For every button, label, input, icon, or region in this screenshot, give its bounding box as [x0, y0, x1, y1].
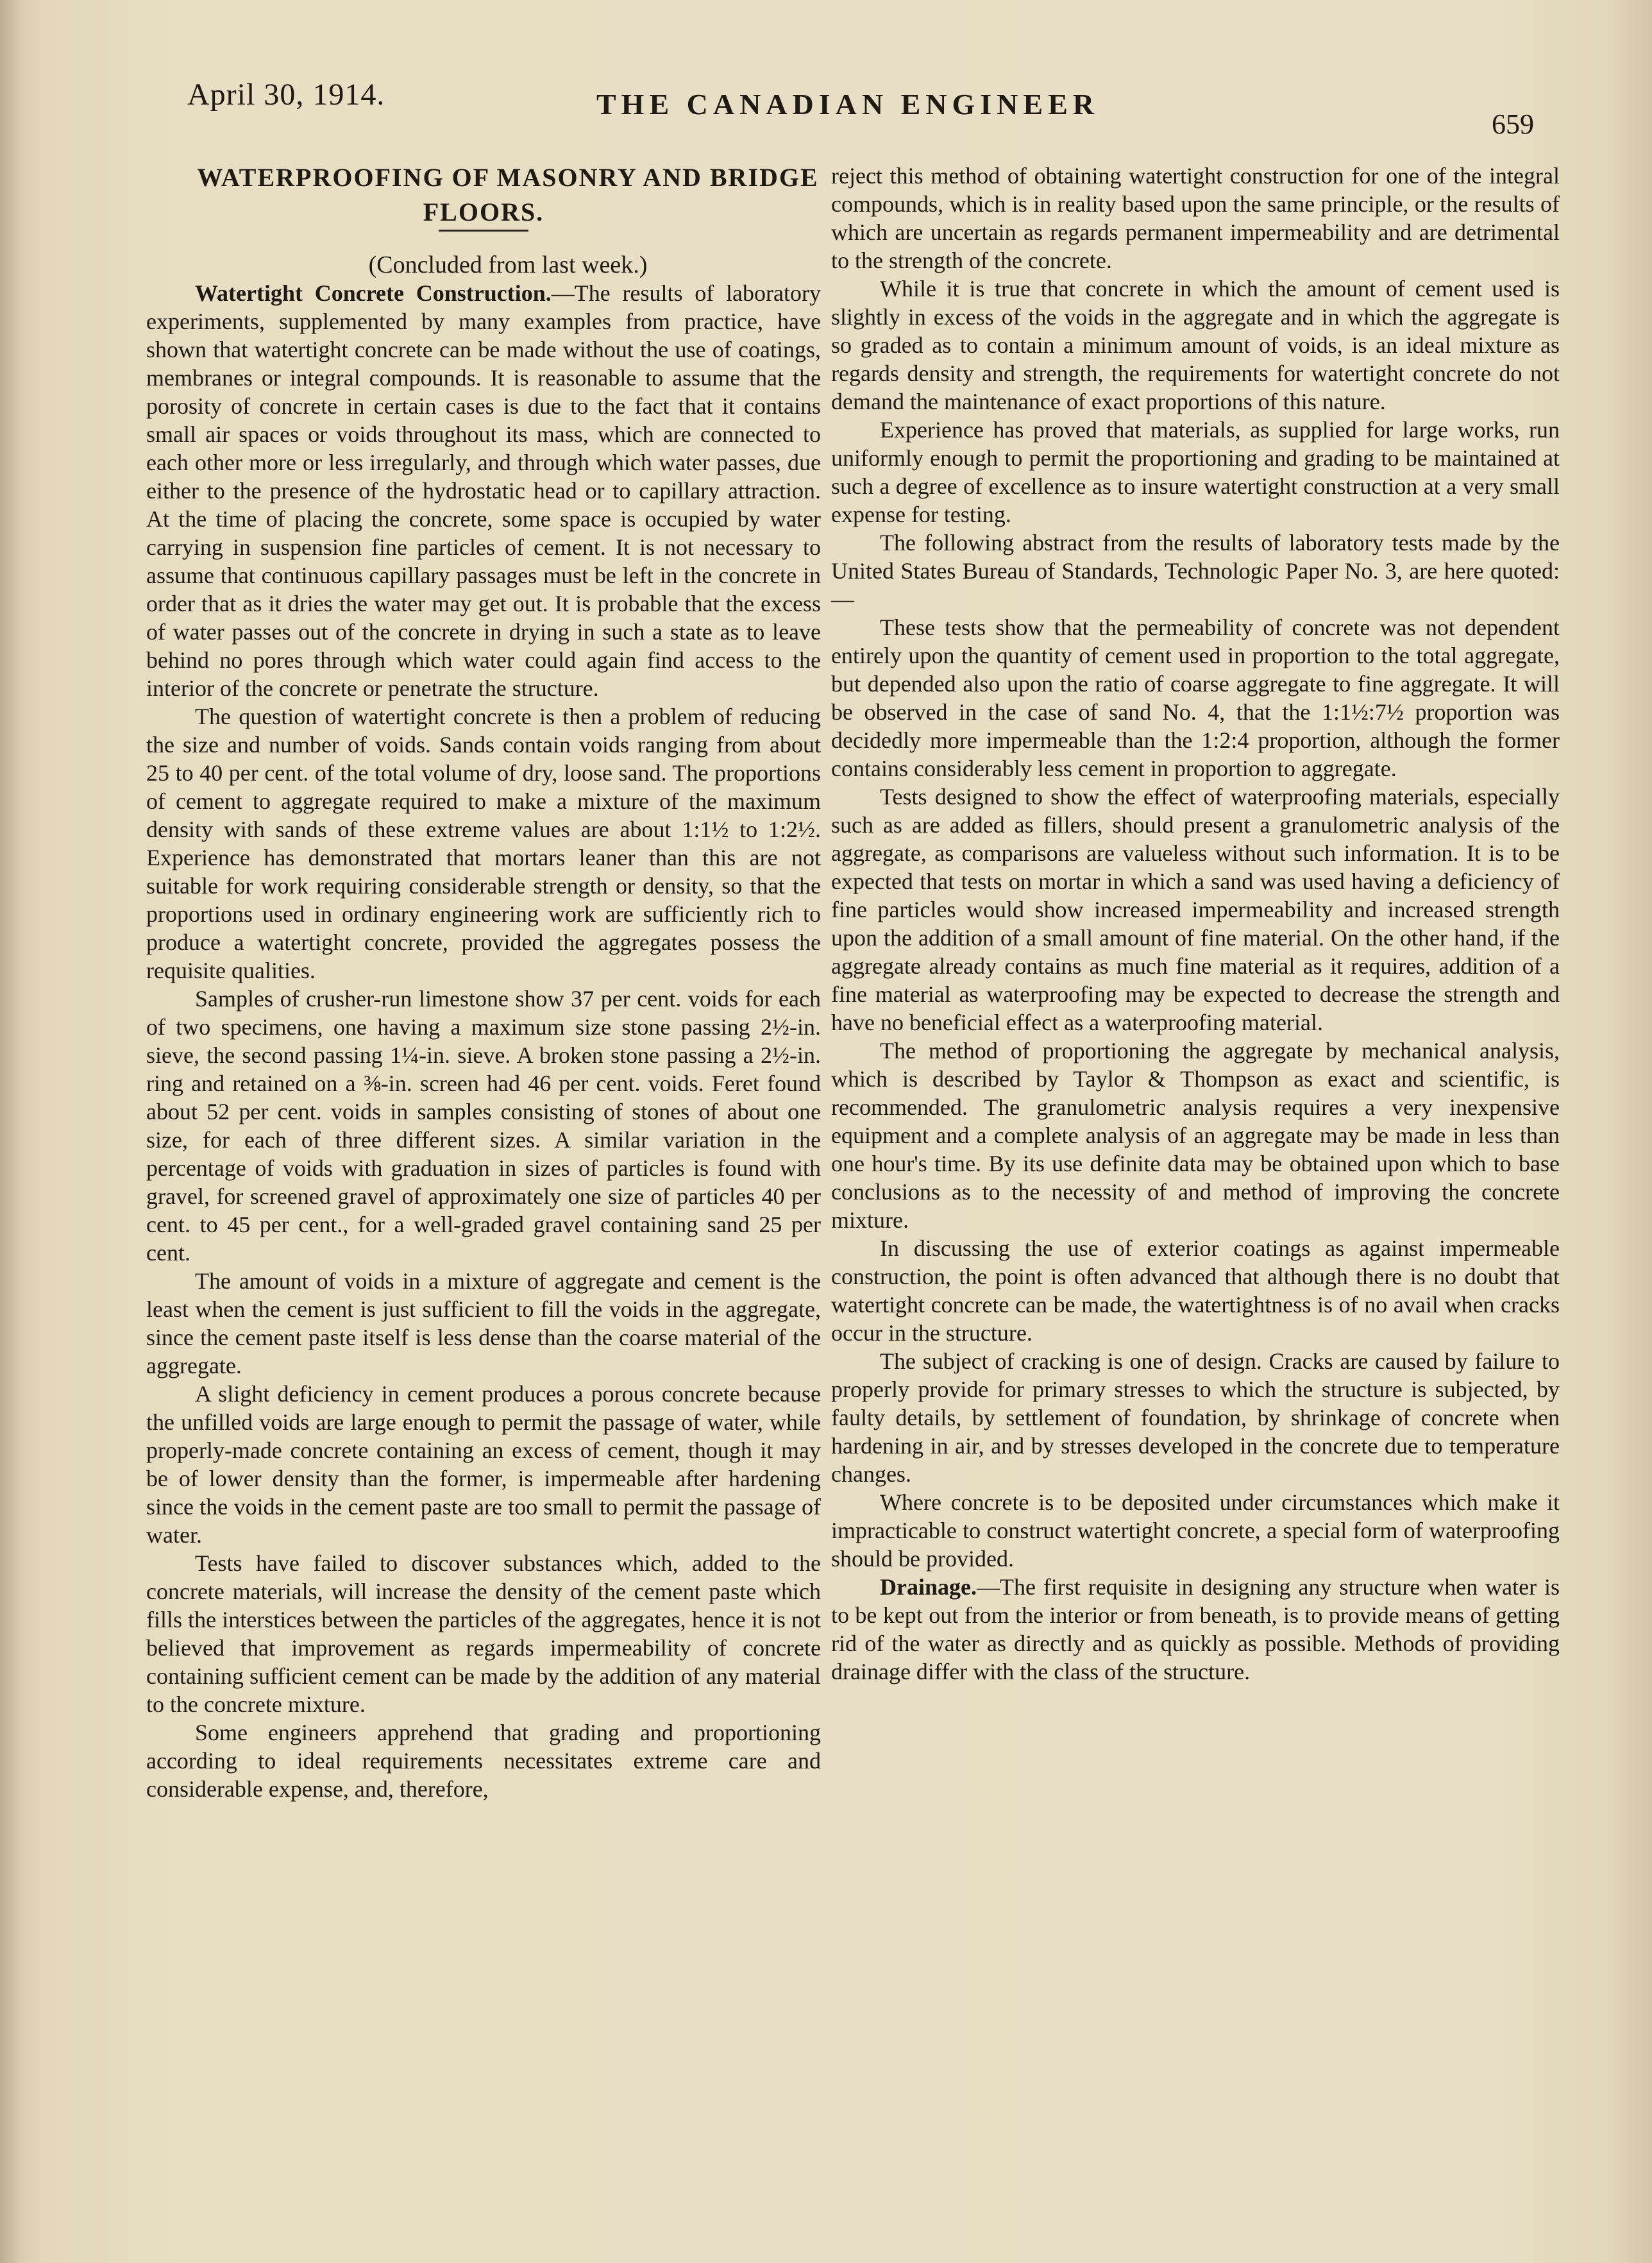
right-column	[831, 162, 1560, 1686]
right-paragraphs	[831, 162, 1560, 1686]
paragraph-text: —The first requisite in designing any structure when water is to be kept out from the interior or from beneath, is to provide means of getting rid of the water as directly and as quickly as possible. Methods of providing drainage differ with the class of the structure.	[831, 1574, 1560, 1684]
paragraph	[146, 279, 821, 702]
left-column	[146, 160, 821, 1803]
paragraph-text: These tests show that the permeability of concrete was not dependent entirely upon the quantity of cement used in proportion to the total aggregate, but depended also upon the ratio of coarse aggregate to fine aggregate. It will be observed in the case of sand No. 4, that the 1:1½:7½ proportion was decidedly more impermeable than the 1:2:4 proportion, although the former contains considerably less cement in proportion to aggregate.	[831, 614, 1560, 781]
paragraph-text: The question of watertight concrete is then a problem of reducing the size and number of voids. Sands contain voids ranging from about 25 to 40 per cent. of the total volume of dry, loose sand. The proportions of cement to aggregate required to make a mixture of the maximum density with sands of these extreme values are about 1:1½ to 1:2½. Experience has demonstrated that mortars leaner than this are not suitable for work requiring considerable strength or density, so that the proportions used in ordinary engineering work are sufficiently rich to produce a watertight concrete, provided the aggregates possess the requisite qualities.	[146, 704, 821, 983]
run-in-heading: Watertight Concrete Construction.	[195, 280, 552, 306]
paragraph-text: Tests have failed to discover substances which, added to the concrete materials, will increase the density of the cement paste which fills the interstices between the particles of the aggregates, hence it is not believed that improvement as regards impermeability of concrete containing sufficient cement can be made by the addition of any material to the concrete mixture.	[146, 1550, 821, 1717]
run-in-heading: Drainage.	[880, 1574, 977, 1600]
paragraph-text: While it is true that concrete in which the amount of cement used is slightly in excess of the voids in the aggregate and in which the aggregate is so graded as to contain a minimum amount of voids, is an ideal mixture as regards density and strength, the requirements for watertight concrete do not demand the maintenance of exact proportions of this nature.	[831, 276, 1560, 414]
paragraph-text: In discussing the use of exterior coatings as against impermeable construction, the point is often advanced that although there is no doubt that watertight concrete can be made, the watertightness is of no avail when cracks occur in the structure.	[831, 1235, 1560, 1346]
page-number: 659	[1492, 108, 1534, 140]
paragraph	[831, 1347, 1560, 1488]
paragraph	[831, 1488, 1560, 1573]
title-rule	[439, 230, 528, 232]
paragraph	[831, 529, 1560, 613]
paragraph	[831, 1234, 1560, 1347]
page-header	[0, 0, 1652, 148]
paragraph-text: The amount of voids in a mixture of aggregate and cement is the least when the cement is just sufficient to fill the voids in the aggregate, since the cement paste itself is less dense than the coarse material of the aggregate.	[146, 1268, 821, 1378]
paragraph-text: reject this method of obtaining watertight construction for one of the integral compounds, which is in reality based upon the same principle, or the results of which are uncertain as regards permanent impermeability and are detrimental to the strength of the concrete.	[831, 163, 1560, 273]
paragraph-text: The method of proportioning the aggregate by mechanical analysis, which is described by Taylor & Thompson as exact and scientific, is recommended. The granulometric analysis requires a very inexpensive equipment and a complete analysis of an aggregate may be made in less than one hour's time. By its use definite data may be obtained upon which to base conclusions as to the necessity of and method of improving the concrete mixture.	[831, 1038, 1560, 1233]
paragraph-text: Samples of crusher-run limestone show 37 per cent. voids for each of two specimens, one having a maximum size stone passing 2½-in. sieve, the second passing 1¼-in. sieve. A broken stone passing a 2½-in. ring and retained on a ⅜-in. screen had 46 per cent. voids. Feret found about 52 per cent. voids in samples consisting of stones of about one size, for each of three different sizes. A similar variation in the percentage of voids with graduation in sizes of particles is found with gravel, for screened gravel of approximately one size of particles 40 per cent. to 45 per cent., for a well-graded gravel containing sand 25 per cent.	[146, 986, 821, 1266]
paragraph-text: Experience has proved that materials, as supplied for large works, run uniformly enough to permit the proportioning and grading to be maintained at such a degree of excellence as to insure watertight construction at a very small expense for testing.	[831, 417, 1560, 527]
paragraph-text: Where concrete is to be deposited under circumstances which make it impracticable to construct watertight concrete, a special form of waterproofing should be provided.	[831, 1489, 1560, 1572]
paragraph	[831, 416, 1560, 529]
paragraph-text: The following abstract from the results of laboratory tests made by the United States Bureau of Standards, Technologic Paper No. 3, are here quoted:—	[831, 530, 1560, 612]
paragraph-text: Some engineers apprehend that grading and proportioning according to ideal requirements necessitates extreme care and considerable expense, and, therefore,	[146, 1720, 821, 1802]
paragraph	[146, 702, 821, 985]
journal-title: THE CANADIAN ENGINEER	[596, 88, 1099, 121]
paragraph	[146, 1718, 821, 1803]
paragraph	[831, 1573, 1560, 1686]
paragraph	[831, 162, 1560, 275]
left-paragraphs	[146, 279, 821, 1803]
issue-date: April 30, 1914.	[187, 78, 385, 112]
paragraph	[146, 1549, 821, 1718]
paragraph	[831, 613, 1560, 783]
paragraph	[831, 783, 1560, 1037]
paragraph-text: A slight deficiency in cement produces a porous concrete because the unfilled voids are large enough to permit the passage of water, while properly-made concrete containing an excess of cement, though it may be of lower density than the former, is impermeable after hardening since the voids in the cement paste are too small to permit the passage of water.	[146, 1381, 821, 1548]
paragraph	[146, 1267, 821, 1380]
paragraph	[146, 1380, 821, 1549]
paragraph	[146, 985, 821, 1267]
article-subtitle: (Concluded from last week.)	[368, 251, 648, 278]
paragraph-text: —The results of laboratory experiments, supplemented by many examples from practice, have shown that watertight concrete can be made without the use of coatings, membranes or integral compounds. It is reasonable to assume that the porosity of concrete in certain cases is due to the fact that it contains small air spaces or voids throughout its mass, which are connected to each other more or less irregularly, and through which water passes, due either to the presence of the hydrostatic head or to capillary attraction. At the time of placing the concrete, some space is occupied by water carrying in suspension fine particles of cement. It is not necessary to assume that continuous capillary passages must be left in the concrete in order that as it dries the water may get out. It is probable that the excess of water passes out of the concrete in drying in such a state as to leave behind no pores through which water could again find access to the interior of the concrete or penetrate the structure.	[146, 280, 821, 701]
paragraph-text: The subject of cracking is one of design. Cracks are caused by failure to properly provide for primary stresses to which the structure is subjected, by faulty details, by settlement of foundation, by shrinkage of concrete when hardening in air, and by stresses developed in the concrete due to temperature changes.	[831, 1348, 1560, 1487]
paragraph-text: Tests designed to show the effect of waterproofing materials, especially such as are added as fillers, should present a granulometric analysis of the aggregate, as comparisons are valueless without such information. It is to be expected that tests on mortar in which a sand was used having a deficiency of fine particles would show increased impermeability and increased strength upon the addition of a small amount of fine material. On the other hand, if the aggregate already contains as much fine material as it requires, addition of a fine material as waterproofing may be expected to decrease the strength and have no beneficial effect as a waterproofing material.	[831, 784, 1560, 1035]
paragraph	[831, 1037, 1560, 1234]
article-title: WATERPROOFING OF MASONRY AND BRIDGE FLOORS.	[197, 163, 819, 226]
paragraph	[831, 275, 1560, 416]
